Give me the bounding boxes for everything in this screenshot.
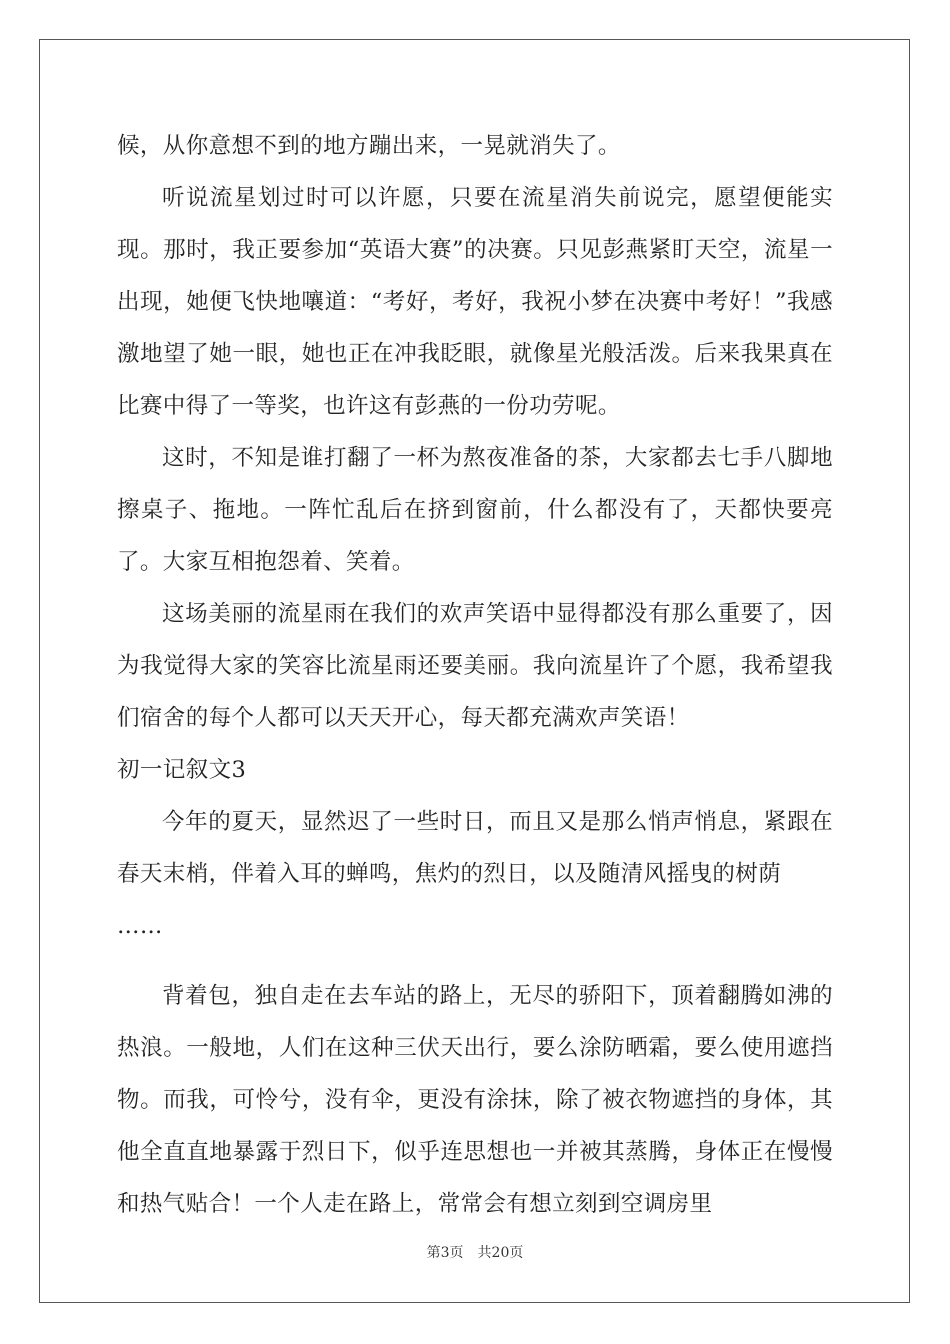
paragraph: 候，从你意想不到的地方蹦出来，一晃就消失了。 xyxy=(117,133,621,159)
paragraph: 今年的夏天，显然迟了一些时日，而且又是那么悄声悄息，紧跟在春天末梢，伴着入耳的蝉鸣，焦灼的烈日，以及随清风摇曳的树荫 xyxy=(117,809,833,887)
paragraph: 这时，不知是谁打翻了一杯为熬夜准备的茶，大家都去七手八脚地擦桌子、拖地。一阵忙乱后在挤到窗前，什么都没有了，天都快要亮了。大家互相抱怨着、笑着。 xyxy=(117,445,833,575)
ellipsis-line: …… xyxy=(117,913,163,939)
page-footer xyxy=(0,1242,950,1262)
paragraph: 这场美丽的流星雨在我们的欢声笑语中显得都没有那么重要了，因为我觉得大家的笑容比流星雨还要美丽。我向流星许了个愿，我希望我们宿舍的每个人都可以天天开心，每天都充满欢声笑语！ xyxy=(117,601,833,731)
page-number: 第3页 xyxy=(426,1245,464,1261)
section-heading: 初一记叙文3 xyxy=(117,757,247,783)
paragraph: 背着包，独自走在去车站的路上，无尽的骄阳下，顶着翻腾如沸的热浪。一般地，人们在这种三伏天出行，要么涂防晒霜，要么使用遮挡物。而我，可怜兮，没有伞，更没有涂抹，除了被衣物遮挡的身体，其他全直直地暴露于烈日下，似乎连思想也一并被其蒸腾，身体正在慢慢和热气贴合！一个人走在路上，常常会有想立刻到空调房里 xyxy=(117,983,833,1217)
document-body xyxy=(117,120,833,1230)
paragraph: 听说流星划过时可以许愿，只要在流星消失前说完，愿望便能实现。那时，我正要参加“英语大赛”的决赛。只见彭燕紧盯天空，流星一出现，她便飞快地嚷道：“考好，考好，我祝小梦在决赛中考好！”我感激地望了她一眼，她也正在冲我眨眼，就像星光般活泼。后来我果真在比赛中得了一等奖，也许这有彭燕的一份功劳呢。 xyxy=(117,185,833,419)
page-total: 共20页 xyxy=(477,1245,524,1261)
